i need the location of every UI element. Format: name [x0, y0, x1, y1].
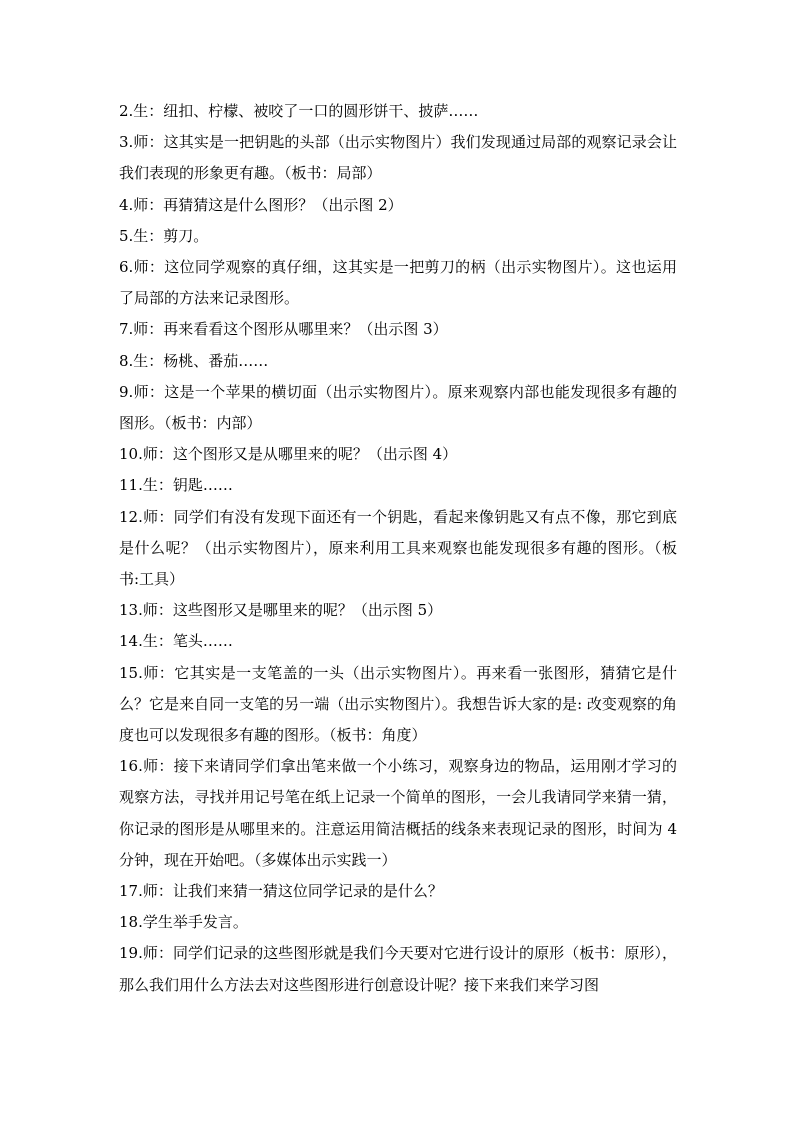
- paragraph-16: 16.师：接下来请同学们拿出笔来做一个小练习，观察身边的物品，运用刚才学习的观察方法，寻找并用记号笔在纸上记录一个简单的图形，一会儿我请同学来猜一猜，你记录的图形是从哪里来的。注意运用简洁概括的线条来表现记录的图形，时间为 4 分钟，现在开始吧。（多媒体出示实践一）: [119, 757, 677, 869]
- paragraph-2: 2.生：纽扣、柠檬、被咬了一口的圆形饼干、披萨……: [119, 102, 479, 120]
- paragraph-12: 12.师：同学们有没有发现下面还有一个钥匙，看起来像钥匙又有点不像，那它到底是什么呢？（出示实物图片），原来利用工具来观察也能发现很多有趣的图形。（板书:工具）: [119, 507, 677, 589]
- paragraph-9: 9.师：这是一个苹果的横切面（出示实物图片）。原来观察内部也能发现很多有趣的图形。（板书：内部）: [119, 382, 677, 433]
- paragraph-17: 17.师：让我们来猜一猜这位同学记录的是什么？: [119, 882, 443, 901]
- paragraph-18: 18.学生举手发言。: [119, 913, 248, 932]
- paragraph-15: 15.师：它其实是一支笔盖的一头（出示实物图片）。再来看一张图形，猜猜它是什么？它是来自同一支笔的另一端（出示实物图片）。我想告诉大家的是: 改变观察的角度也可以发现很多有趣的图形。（板书：角度）: [119, 663, 677, 745]
- paragraph-11: 11.生：钥匙……: [119, 476, 233, 495]
- paragraph-8: 8.生：杨桃、番茄……: [119, 351, 269, 370]
- paragraph-5: 5.生：剪刀。: [119, 226, 209, 245]
- paragraph-3: 3.师：这其实是一把钥匙的头部（出示实物图片）我们发现通过局部的观察记录会让我们表现的形象更有趣。（板书：局部）: [119, 133, 677, 183]
- lesson-transcript: [119, 96, 677, 1001]
- paragraph-13: 13.师：这些图形又是哪里来的呢？（出示图 5）: [119, 601, 443, 620]
- paragraph-14: 14.生：笔头……: [119, 632, 233, 651]
- paragraph-6: 6.师：这位同学观察的真仔细，这其实是一把剪刀的柄（出示实物图片）。这也运用了局部的方法来记录图形。: [119, 258, 677, 308]
- paragraph-7: 7.师：再来看看这个图形从哪里来？（出示图 3）: [119, 320, 448, 339]
- paragraph-4: 4.师：再猜猜这是什么图形？（出示图 2）: [119, 195, 403, 214]
- paragraph-10: 10.师：这个图形又是从哪里来的呢？（出示图 4）: [119, 445, 458, 464]
- paragraph-19: 19.师：同学们记录的这些图形就是我们今天要对它进行设计的原形（板书：原形），那么我们用什么方法去对这些图形进行创意设计呢？接下来我们来学习图: [119, 944, 677, 994]
